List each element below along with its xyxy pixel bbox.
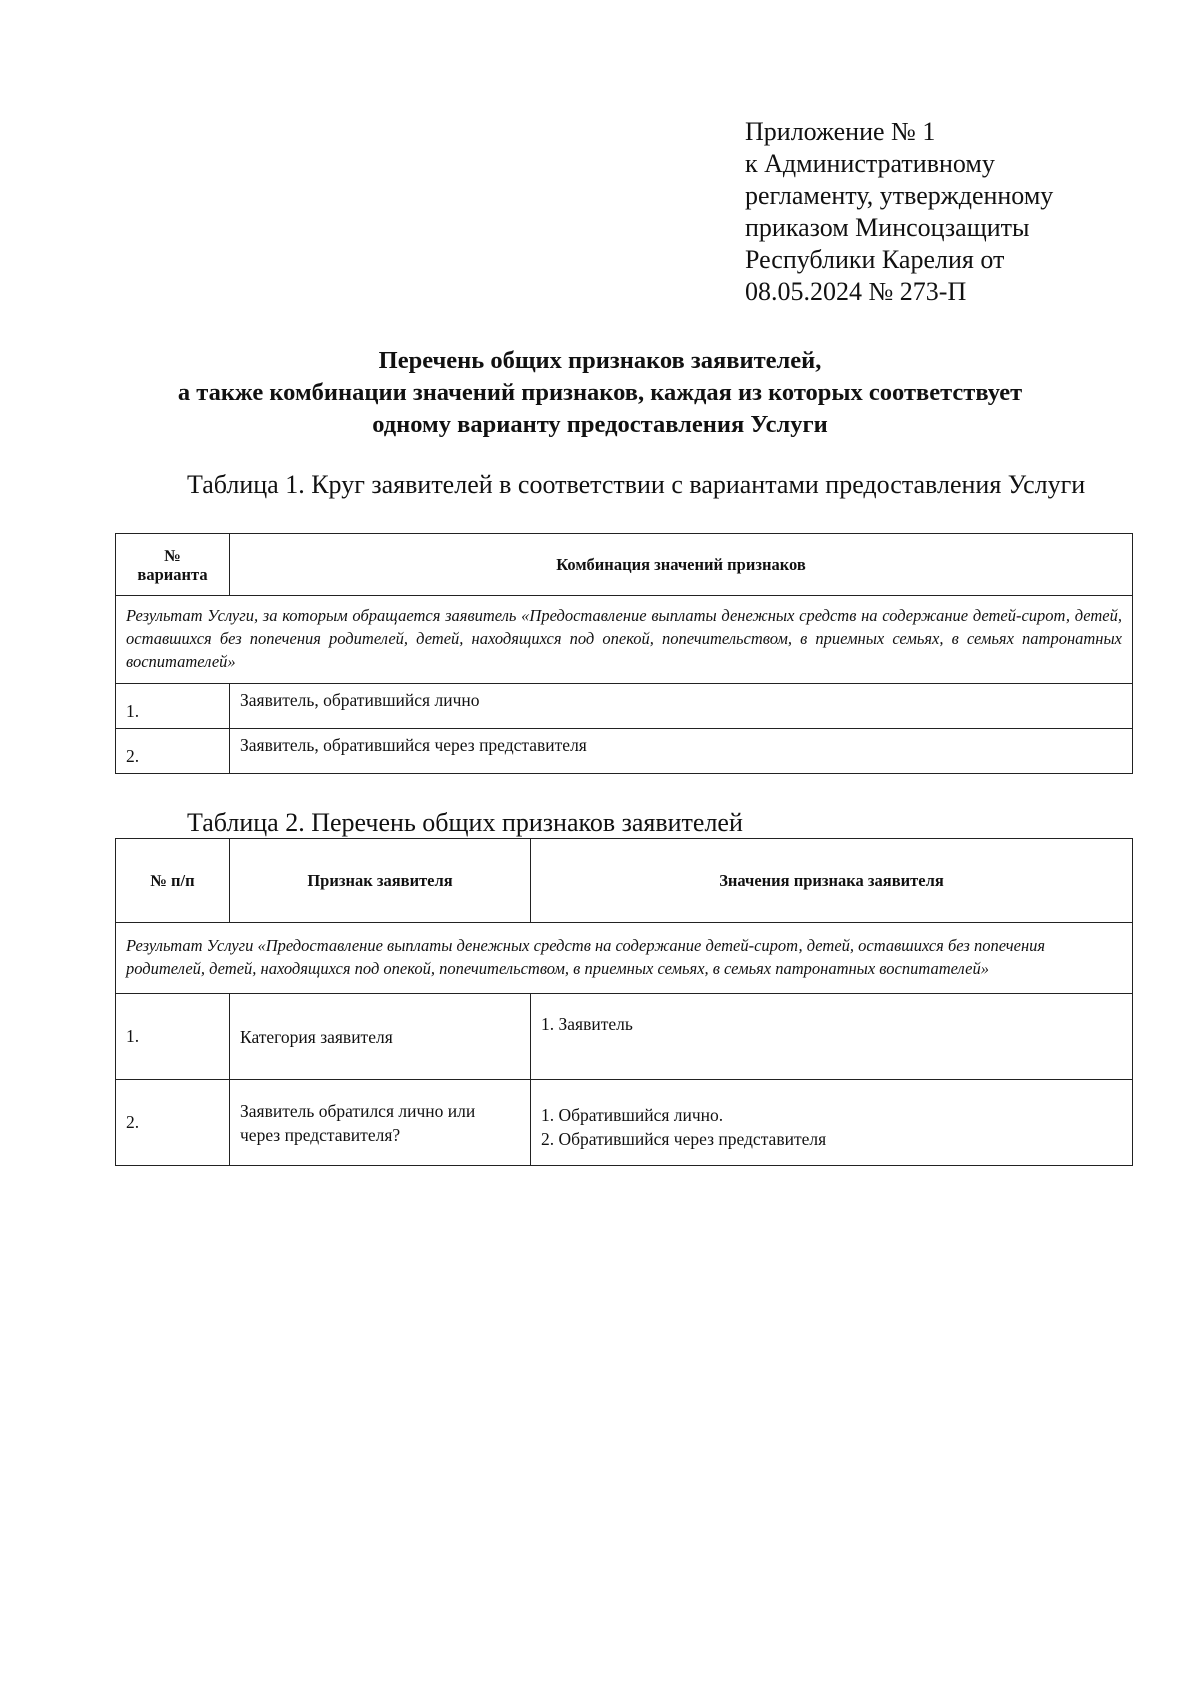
table2-row-value-line: 1. Заявитель xyxy=(541,1014,633,1034)
table2-result-text: Результат Услуги «Предоставление выплаты денежных средств на содержание детей-сирот, детей, оставшихся без попечения родителей, детей, находящихся под опекой, попечительством, в приемных семьях, в семьях патронатных воспитателей» xyxy=(116,923,1133,994)
table2-row-attribute-line: через представителя? xyxy=(240,1124,401,1145)
table-row xyxy=(116,684,1133,729)
appendix-block xyxy=(745,116,1165,308)
appendix-line: Республики Карелия от xyxy=(745,245,1005,274)
table2-header-attribute: Признак заявителя xyxy=(230,839,531,923)
table2-row-values xyxy=(531,994,1133,1080)
appendix-line: Приложение № 1 xyxy=(745,117,936,146)
table1-row-value: Заявитель, обратившийся лично xyxy=(230,684,1133,729)
table1-header-row xyxy=(116,534,1133,596)
title-line-1: Перечень общих признаков заявителей, xyxy=(378,347,822,374)
table-row xyxy=(116,729,1133,774)
table2-row-attribute xyxy=(230,994,531,1080)
appendix-line: приказом Минсоцзащиты xyxy=(745,213,1030,242)
table2-row-attribute xyxy=(230,1080,531,1166)
table1-caption: Таблица 1. Круг заявителей в соответствии с вариантами предоставления Услуги xyxy=(187,470,1086,499)
table2-row-number: 2. xyxy=(116,1080,230,1166)
document-title xyxy=(100,345,1100,441)
table-row xyxy=(116,994,1133,1080)
table2-header-number: № п/п xyxy=(116,839,230,923)
table1-header-number-line2: варианта xyxy=(137,564,208,584)
table2-row-attribute-line: Заявитель обратился лично или xyxy=(240,1100,476,1121)
table2-row-attribute-line: Категория заявителя xyxy=(240,1026,393,1047)
appendix-line: регламенту, утвержденному xyxy=(745,181,1054,210)
table2-row-number: 1. xyxy=(116,994,230,1080)
table1-result-text: Результат Услуги, за которым обращается заявитель «Предоставление выплаты денежных средств на содержание детей-сирот, детей, оставшихся без попечения родителей, детей, находящихся под опекой, попечительством, в приемных семьях, в семьях патронатных воспитателей» xyxy=(116,596,1133,684)
table2-row-value-line: 1. Обратившийся лично. xyxy=(541,1104,724,1125)
table1-row-number: 1. xyxy=(116,684,230,729)
table1-result-row xyxy=(116,596,1133,684)
table2-result-row xyxy=(116,923,1133,994)
title-line-3: одному варианту предоставления Услуги xyxy=(372,411,828,438)
appendix-line: 08.05.2024 № 273-П xyxy=(745,277,967,306)
table1 xyxy=(115,533,1133,774)
title-line-2: а также комбинации значений признаков, каждая из которых соответствует xyxy=(177,379,1023,406)
table2-header-row xyxy=(116,839,1133,923)
table1-header-number-line1: № xyxy=(164,545,181,565)
table2-row-value-line: 2. Обратившийся через представителя xyxy=(541,1128,827,1149)
table-row xyxy=(116,1080,1133,1166)
table1-row-value: Заявитель, обратившийся через представителя xyxy=(230,729,1133,774)
table2 xyxy=(115,838,1133,1166)
table2-row-values xyxy=(531,1080,1133,1166)
table1-header-combination: Комбинация значений признаков xyxy=(230,534,1133,596)
table1-row-number: 2. xyxy=(116,729,230,774)
table1-header-number xyxy=(116,534,230,596)
table2-header-values: Значения признака заявителя xyxy=(531,839,1133,923)
appendix-line: к Административному xyxy=(745,149,995,178)
table2-caption: Таблица 2. Перечень общих признаков заявителей xyxy=(187,808,743,837)
